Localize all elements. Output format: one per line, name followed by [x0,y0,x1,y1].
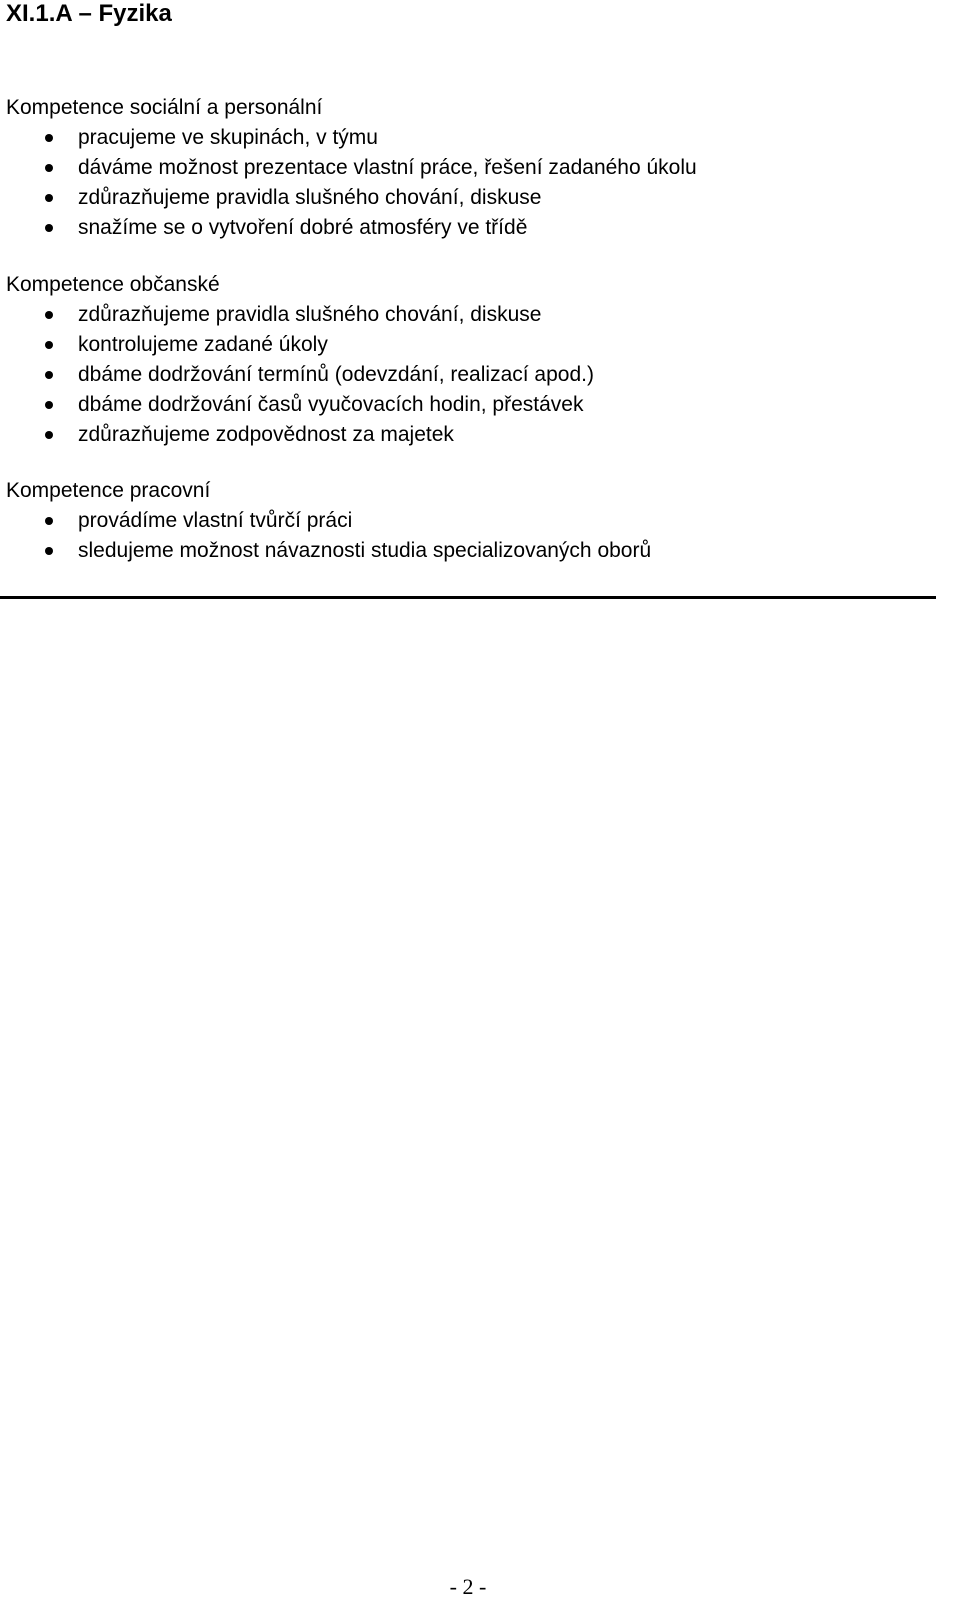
list-item-text: kontrolujeme zadané úkoly [78,333,328,356]
section-heading: Kompetence sociální a personální [6,96,323,119]
bullet-icon [45,547,53,555]
list-item-text: dbáme dodržování termínů (odevzdání, realizací apod.) [78,363,594,386]
bullet-icon [45,401,53,409]
list-item-text: sledujeme možnost návaznosti studia specializovaných oborů [78,539,652,562]
list-item [6,390,946,420]
list-item-text: zdůrazňujeme zodpovědnost za majetek [78,423,454,446]
bullet-list [6,300,946,450]
bullet-icon [45,311,53,319]
list-item-text: zdůrazňujeme pravidla slušného chování, diskuse [78,186,542,209]
list-item-text: dbáme dodržování časů vyučovacích hodin, přestávek [78,393,584,416]
list-item [6,300,946,330]
page-title: XI.1.A – Fyzika [6,0,172,27]
section-civic [6,270,946,450]
list-item [6,153,946,183]
list-item-text: provádíme vlastní tvůrčí práci [78,509,353,532]
bullet-list [6,123,946,243]
list-item [6,123,946,153]
list-item-text: pracujeme ve skupinách, v týmu [78,126,378,149]
bullet-icon [45,164,53,172]
list-item [6,536,946,566]
list-item-text: dáváme možnost prezentace vlastní práce, řešení zadaného úkolu [78,156,697,179]
bullet-icon [45,431,53,439]
list-item-text: zdůrazňujeme pravidla slušného chování, diskuse [78,303,542,326]
page-number: - 2 - [449,1574,487,1599]
section-work [6,476,946,566]
bullet-icon [45,517,53,525]
list-item [6,213,946,243]
bullet-icon [45,224,53,232]
list-item-text: snažíme se o vytvoření dobré atmosféry ve třídě [78,216,528,239]
list-item [6,506,946,536]
list-item [6,183,946,213]
bullet-icon [45,371,53,379]
section-social-personal [6,93,946,243]
list-item [6,420,946,450]
section-heading: Kompetence občanské [6,273,220,296]
bullet-icon [45,134,53,142]
list-item [6,330,946,360]
horizontal-divider [0,596,936,599]
bullet-icon [45,194,53,202]
bullet-list [6,506,946,566]
list-item [6,360,946,390]
section-heading: Kompetence pracovní [6,479,211,502]
bullet-icon [45,341,53,349]
